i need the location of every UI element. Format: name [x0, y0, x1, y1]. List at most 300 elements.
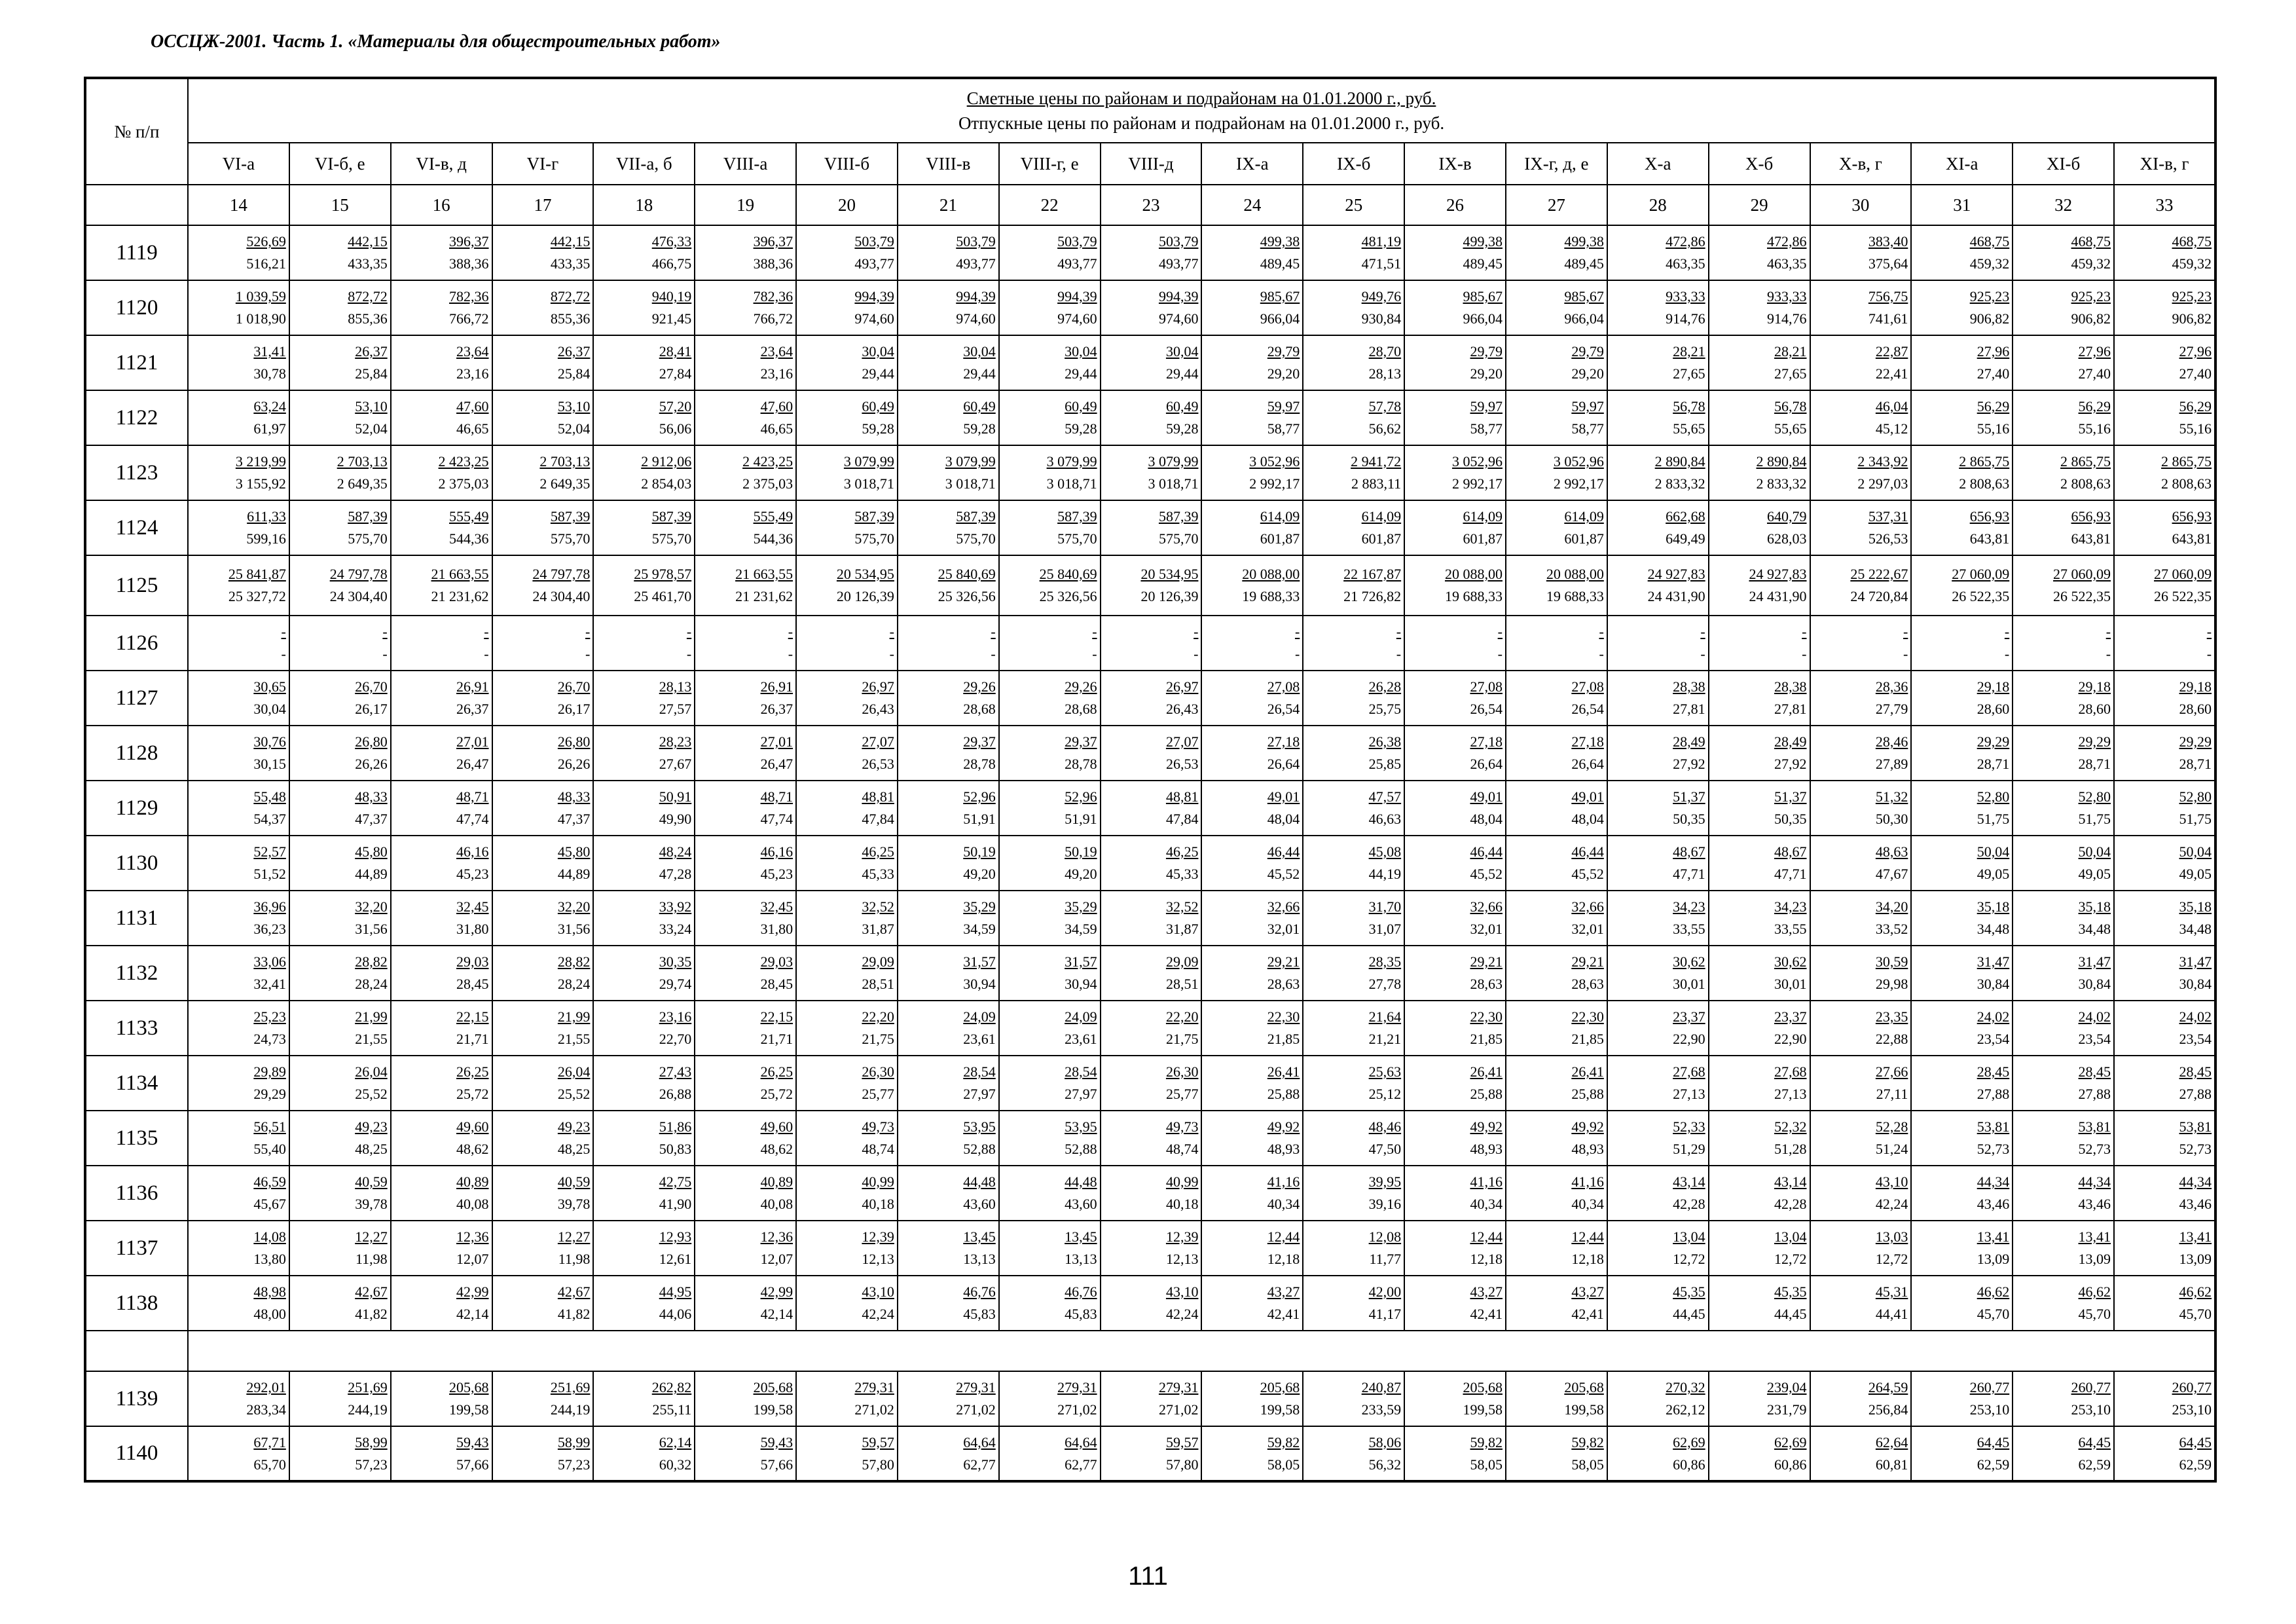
estimate-price: 503,79 — [854, 233, 894, 249]
release-price: 58,77 — [1571, 420, 1604, 437]
release-price: 45,70 — [1977, 1306, 2010, 1322]
release-price: 50,35 — [1774, 811, 1807, 827]
release-price: 19 688,33 — [1546, 588, 1604, 604]
price-cell — [695, 726, 796, 781]
price-cell — [2013, 781, 2114, 836]
estimate-price: 30,35 — [659, 953, 692, 970]
estimate-price: 31,57 — [963, 953, 996, 970]
release-price: 575,70 — [1158, 530, 1199, 547]
estimate-price: 60,49 — [963, 398, 996, 415]
estimate-price: 62,69 — [1673, 1433, 1705, 1450]
price-cell — [898, 555, 999, 616]
estimate-price: 32,20 — [355, 898, 388, 915]
price-cell — [999, 1166, 1101, 1221]
estimate-price: 51,37 — [1774, 788, 1807, 805]
estimate-price: 56,78 — [1774, 398, 1807, 415]
release-price: 271,02 — [1158, 1401, 1199, 1418]
estimate-price: 49,01 — [1571, 788, 1604, 805]
price-cell — [1810, 225, 1912, 280]
price-cell — [796, 946, 898, 1001]
price-cell — [1607, 1276, 1709, 1331]
estimate-price: 44,48 — [963, 1173, 996, 1190]
estimate-price: 50,04 — [1977, 843, 2010, 860]
estimate-price: 64,45 — [2078, 1433, 2111, 1450]
estimate-price: 46,62 — [1977, 1283, 2010, 1300]
release-price: 544,36 — [449, 530, 489, 547]
price-cell — [1201, 280, 1303, 335]
release-price: 253,10 — [2172, 1401, 2212, 1418]
price-cell — [999, 836, 1101, 891]
estimate-price: 59,82 — [1470, 1433, 1503, 1450]
release-price: 489,45 — [1564, 255, 1604, 272]
price-cell — [391, 1371, 492, 1426]
price-table — [84, 77, 2217, 1483]
price-cell — [1201, 1001, 1303, 1056]
price-cell — [593, 671, 695, 726]
price-cell — [1911, 1166, 2013, 1221]
release-price: 2 649,35 — [337, 475, 388, 492]
release-price: 2 992,17 — [1451, 475, 1503, 492]
estimate-price: 50,19 — [963, 843, 996, 860]
price-cell — [999, 1111, 1101, 1166]
estimate-price: 12,44 — [1267, 1228, 1300, 1245]
release-price: 628,03 — [1767, 530, 1807, 547]
price-cell — [188, 616, 289, 671]
row-number: 1124 — [85, 500, 188, 555]
estimate-price: 34,23 — [1673, 898, 1705, 915]
price-cell — [188, 1426, 289, 1481]
estimate-price: 39,95 — [1368, 1173, 1402, 1190]
price-cell — [1810, 781, 1912, 836]
estimate-price: 279,31 — [1057, 1379, 1097, 1395]
release-price: 199,58 — [1564, 1401, 1604, 1418]
release-price: 62,77 — [1065, 1456, 1097, 1473]
price-cell — [1404, 726, 1506, 781]
release-price: 25,12 — [1368, 1086, 1402, 1102]
estimate-price: 29,26 — [1065, 678, 1097, 695]
estimate-price: 43,27 — [1470, 1283, 1503, 1300]
release-price: 29,74 — [659, 976, 692, 992]
estimate-price: 21 663,55 — [735, 566, 793, 582]
release-price: 27,78 — [1368, 976, 1402, 992]
price-cell — [1911, 726, 2013, 781]
release-price: 388,36 — [449, 255, 489, 272]
release-price: 23,16 — [760, 365, 793, 382]
estimate-price: 67,71 — [253, 1433, 286, 1450]
estimate-price: 29,18 — [2179, 678, 2212, 695]
price-cell — [999, 225, 1101, 280]
release-price: 493,77 — [1057, 255, 1097, 272]
estimate-price: 30,04 — [1065, 343, 1097, 360]
price-cell — [1506, 1221, 1607, 1276]
estimate-prices-title: Сметные цены по районам и подрайонам на 01.01.2000 г., руб. — [966, 88, 1436, 108]
release-price: 42,41 — [1267, 1306, 1300, 1322]
price-cell — [1607, 671, 1709, 726]
price-cell — [492, 726, 594, 781]
estimate-price: 270,32 — [1666, 1379, 1705, 1395]
estimate-price: 239,04 — [1767, 1379, 1807, 1395]
estimate-price: 949,76 — [1361, 288, 1402, 304]
price-cell — [1709, 781, 1810, 836]
estimate-price: 51,37 — [1673, 788, 1705, 805]
release-price: 27,40 — [2078, 365, 2111, 382]
price-cell — [796, 1276, 898, 1331]
price-cell — [1607, 726, 1709, 781]
table-row — [85, 891, 2215, 946]
estimate-price: 28,54 — [963, 1063, 996, 1080]
table-row — [85, 1001, 2215, 1056]
release-price: 54,37 — [253, 811, 286, 827]
release-price: 42,28 — [1673, 1196, 1705, 1212]
price-cell — [1810, 390, 1912, 445]
release-price: 493,77 — [1158, 255, 1199, 272]
price-cell — [289, 1371, 391, 1426]
estimate-price: 59,97 — [1571, 398, 1604, 415]
release-price: 13,13 — [1065, 1251, 1097, 1267]
table-row — [85, 1166, 2215, 1221]
estimate-price: 20 088,00 — [1242, 566, 1300, 582]
release-price: 27,40 — [2179, 365, 2212, 382]
estimate-price: 3 219,99 — [235, 453, 286, 470]
price-cell — [1201, 836, 1303, 891]
release-price: 21,75 — [862, 1031, 894, 1047]
estimate-price: 27,18 — [1571, 733, 1604, 750]
estimate-price: 62,69 — [1774, 1433, 1807, 1450]
estimate-price: 59,43 — [456, 1433, 489, 1450]
price-cell — [695, 616, 796, 671]
price-cell — [796, 891, 898, 946]
price-cell — [999, 726, 1101, 781]
estimate-price: - — [889, 623, 894, 640]
price-cell — [999, 891, 1101, 946]
estimate-price: 48,98 — [253, 1283, 286, 1300]
release-price: 41,82 — [557, 1306, 591, 1322]
page-number: 111 — [1128, 1562, 1168, 1591]
price-cell — [1810, 1056, 1912, 1111]
price-cell — [1101, 726, 1202, 781]
estimate-price: 442,15 — [550, 233, 591, 249]
estimate-price: 49,92 — [1571, 1118, 1604, 1135]
release-price: 29,98 — [1875, 976, 1908, 992]
release-price: 575,70 — [956, 530, 996, 547]
price-cell — [289, 225, 391, 280]
release-price: 57,66 — [456, 1456, 489, 1473]
estimate-price: 14,08 — [253, 1228, 286, 1245]
price-cell — [695, 500, 796, 555]
price-cell — [1303, 335, 1404, 390]
release-price: 43,46 — [2179, 1196, 2212, 1212]
release-price: 23,54 — [2078, 1031, 2111, 1047]
estimate-price: 587,39 — [651, 508, 692, 525]
estimate-price: 29,03 — [456, 953, 489, 970]
release-price: 199,58 — [449, 1401, 489, 1418]
estimate-price: 26,91 — [760, 678, 793, 695]
estimate-price: 24,02 — [2078, 1008, 2111, 1025]
release-price: 27,81 — [1774, 701, 1807, 717]
estimate-price: 12,36 — [456, 1228, 489, 1245]
estimate-price: 20 534,95 — [836, 566, 894, 582]
release-price: 29,20 — [1470, 365, 1503, 382]
release-price: 2 883,11 — [1351, 475, 1402, 492]
release-price: 51,24 — [1875, 1141, 1908, 1157]
release-price: 55,65 — [1673, 420, 1705, 437]
price-cell — [796, 1111, 898, 1166]
price-cell — [1810, 946, 1912, 1001]
price-cell — [1709, 335, 1810, 390]
estimate-price: 656,93 — [2071, 508, 2111, 525]
price-cell — [695, 1221, 796, 1276]
estimate-price: 476,33 — [651, 233, 692, 249]
release-price: 44,41 — [1875, 1306, 1908, 1322]
release-price: 26,64 — [1470, 756, 1503, 772]
price-cell — [391, 1111, 492, 1166]
price-cell — [1607, 1166, 1709, 1221]
release-price: 906,82 — [2071, 310, 2111, 327]
release-price: 26,47 — [456, 756, 489, 772]
release-price: 42,41 — [1470, 1306, 1503, 1322]
estimate-price: 55,48 — [253, 788, 286, 805]
release-price: 52,88 — [963, 1141, 996, 1157]
release-price: 26,64 — [1267, 756, 1300, 772]
estimate-price: 29,89 — [253, 1063, 286, 1080]
estimate-price: 12,39 — [1165, 1228, 1199, 1245]
price-cell — [188, 390, 289, 445]
release-price: 27,79 — [1875, 701, 1908, 717]
release-price: 59,28 — [862, 420, 894, 437]
price-cell — [999, 1276, 1101, 1331]
estimate-price: 26,04 — [355, 1063, 388, 1080]
price-cell — [391, 390, 492, 445]
table-row — [85, 445, 2215, 500]
price-cell — [898, 335, 999, 390]
price-cell — [593, 555, 695, 616]
price-cell — [391, 335, 492, 390]
release-price: 2 854,03 — [641, 475, 692, 492]
release-price: 21,75 — [1165, 1031, 1199, 1047]
estimate-price: 52,33 — [1673, 1118, 1705, 1135]
price-cell — [1506, 946, 1607, 1001]
estimate-price: 32,52 — [862, 898, 894, 915]
release-price: 49,05 — [2078, 866, 2111, 882]
price-cell — [1101, 1276, 1202, 1331]
release-price: 48,04 — [1470, 811, 1503, 827]
price-cell — [1911, 836, 2013, 891]
price-cell — [2114, 1426, 2215, 1481]
release-price: 23,54 — [1977, 1031, 2010, 1047]
release-price: 41,17 — [1368, 1306, 1402, 1322]
release-price: 42,24 — [1875, 1196, 1908, 1212]
release-price: 25 326,56 — [1039, 588, 1097, 604]
price-cell — [1709, 555, 1810, 616]
column-number: 24 — [1201, 185, 1303, 225]
estimate-price: 1 039,59 — [235, 288, 286, 304]
price-cell — [289, 1276, 391, 1331]
price-cell — [1506, 726, 1607, 781]
price-cell — [1101, 335, 1202, 390]
release-price: 28,45 — [760, 976, 793, 992]
price-cell — [1709, 1166, 1810, 1221]
release-price: 48,04 — [1267, 811, 1300, 827]
estimate-price: 30,62 — [1774, 953, 1807, 970]
estimate-price: 35,29 — [1065, 898, 1097, 915]
price-cell — [898, 1276, 999, 1331]
release-price: 2 833,32 — [1654, 475, 1705, 492]
release-price: 966,04 — [1564, 310, 1604, 327]
release-price: 12,18 — [1267, 1251, 1300, 1267]
price-cell — [2114, 1056, 2215, 1111]
price-cell — [1303, 225, 1404, 280]
estimate-price: 29,26 — [963, 678, 996, 695]
price-cell — [1911, 1426, 2013, 1481]
release-price: 60,86 — [1774, 1456, 1807, 1473]
estimate-price: 29,79 — [1267, 343, 1300, 360]
release-price: 42,41 — [1571, 1306, 1604, 1322]
release-price: 199,58 — [753, 1401, 793, 1418]
release-price: 32,01 — [1470, 921, 1503, 937]
price-cell — [188, 225, 289, 280]
estimate-price: 985,67 — [1564, 288, 1604, 304]
estimate-price: 2 423,25 — [438, 453, 489, 470]
price-cell — [2114, 946, 2215, 1001]
price-cell — [2013, 891, 2114, 946]
estimate-price: - — [1194, 623, 1199, 640]
price-cell — [1506, 1111, 1607, 1166]
estimate-price: 27,01 — [456, 733, 489, 750]
estimate-price: 22,15 — [760, 1008, 793, 1025]
estimate-price: 205,68 — [1463, 1379, 1503, 1395]
table-row — [85, 946, 2215, 1001]
release-price: 44,89 — [355, 866, 388, 882]
price-cell — [1810, 1276, 1912, 1331]
price-cell — [999, 671, 1101, 726]
price-cell — [593, 726, 695, 781]
estimate-price: 36,96 — [253, 898, 286, 915]
estimate-price: 23,37 — [1673, 1008, 1705, 1025]
estimate-price: 44,34 — [2179, 1173, 2212, 1190]
price-cell — [1709, 390, 1810, 445]
column-number: 15 — [289, 185, 391, 225]
price-cell — [1911, 1221, 2013, 1276]
release-price: 28,13 — [1368, 365, 1402, 382]
estimate-price: 47,60 — [456, 398, 489, 415]
price-cell — [1709, 671, 1810, 726]
price-cell — [1810, 1001, 1912, 1056]
release-price: 599,16 — [246, 530, 286, 547]
estimate-price: 26,30 — [1165, 1063, 1199, 1080]
district-header: VI-а — [188, 143, 289, 185]
estimate-price: 43,27 — [1571, 1283, 1604, 1300]
estimate-price: 32,45 — [456, 898, 489, 915]
price-cell — [999, 1371, 1101, 1426]
estimate-price: 41,16 — [1267, 1173, 1300, 1190]
release-price: 26 522,35 — [2154, 588, 2212, 604]
price-cell — [1201, 1276, 1303, 1331]
estimate-price: 49,23 — [355, 1118, 388, 1135]
price-cell — [1404, 225, 1506, 280]
table-row — [85, 1371, 2215, 1426]
price-cell — [2114, 781, 2215, 836]
release-price: 489,45 — [1260, 255, 1300, 272]
price-cell — [1709, 616, 1810, 671]
release-price: 22,90 — [1774, 1031, 1807, 1047]
release-price: 283,34 — [246, 1401, 286, 1418]
release-price: 914,76 — [1666, 310, 1705, 327]
release-price: 27,13 — [1774, 1086, 1807, 1102]
estimate-price: 28,45 — [2179, 1063, 2212, 1080]
release-price: 42,24 — [1165, 1306, 1199, 1322]
release-price: 44,06 — [659, 1306, 692, 1322]
price-cell — [999, 500, 1101, 555]
release-price: 26,26 — [557, 756, 591, 772]
release-price: 493,77 — [854, 255, 894, 272]
release-price: 21 231,62 — [735, 588, 793, 604]
price-cell — [492, 1426, 594, 1481]
blank-cell — [188, 1331, 2215, 1371]
estimate-price: 27,08 — [1470, 678, 1503, 695]
estimate-price: 383,40 — [1868, 233, 1908, 249]
release-price: 60,86 — [1673, 1456, 1705, 1473]
price-cell — [1911, 781, 2013, 836]
release-price: 32,01 — [1267, 921, 1300, 937]
price-cell — [1506, 500, 1607, 555]
price-cell — [796, 1371, 898, 1426]
row-number: 1130 — [85, 836, 188, 891]
estimate-price: 59,82 — [1571, 1433, 1604, 1450]
release-price: 28,71 — [1977, 756, 2010, 772]
price-cell — [1303, 891, 1404, 946]
estimate-price: 49,92 — [1470, 1118, 1503, 1135]
estimate-price: 64,64 — [1065, 1433, 1097, 1450]
release-price: 463,35 — [1767, 255, 1807, 272]
estimate-price: 279,31 — [854, 1379, 894, 1395]
price-cell — [898, 1221, 999, 1276]
estimate-price: 52,32 — [1774, 1118, 1807, 1135]
release-price: 49,05 — [1977, 866, 2010, 882]
estimate-price: 472,86 — [1666, 233, 1705, 249]
estimate-price: 59,97 — [1470, 398, 1503, 415]
price-cell — [898, 726, 999, 781]
estimate-price: - — [2105, 623, 2111, 640]
release-price: 28,24 — [557, 976, 591, 992]
release-price: 33,55 — [1774, 921, 1807, 937]
release-price: 29,44 — [1165, 365, 1199, 382]
release-price: 30,84 — [2078, 976, 2111, 992]
estimate-price: 21,64 — [1368, 1008, 1402, 1025]
price-cell — [796, 335, 898, 390]
price-cell — [289, 1111, 391, 1166]
table-row — [85, 616, 2215, 671]
release-price: 906,82 — [1969, 310, 2010, 327]
release-price: 51,29 — [1673, 1141, 1705, 1157]
estimate-price: 46,76 — [1065, 1283, 1097, 1300]
release-price: 43,60 — [963, 1196, 996, 1212]
release-price: 41,90 — [659, 1196, 692, 1212]
release-price: 57,80 — [862, 1456, 894, 1473]
price-cell — [492, 946, 594, 1001]
price-cell — [796, 781, 898, 836]
release-price: 24 304,40 — [329, 588, 388, 604]
price-cell — [2013, 1371, 2114, 1426]
estimate-price: 60,49 — [1065, 398, 1097, 415]
release-price: 47,74 — [456, 811, 489, 827]
release-price: 2 808,63 — [2060, 475, 2111, 492]
estimate-price: - — [2206, 623, 2212, 640]
price-cell — [796, 1426, 898, 1481]
price-cell — [1607, 225, 1709, 280]
price-cell — [1101, 390, 1202, 445]
estimate-price: 47,60 — [760, 398, 793, 415]
release-price: 855,36 — [348, 310, 388, 327]
